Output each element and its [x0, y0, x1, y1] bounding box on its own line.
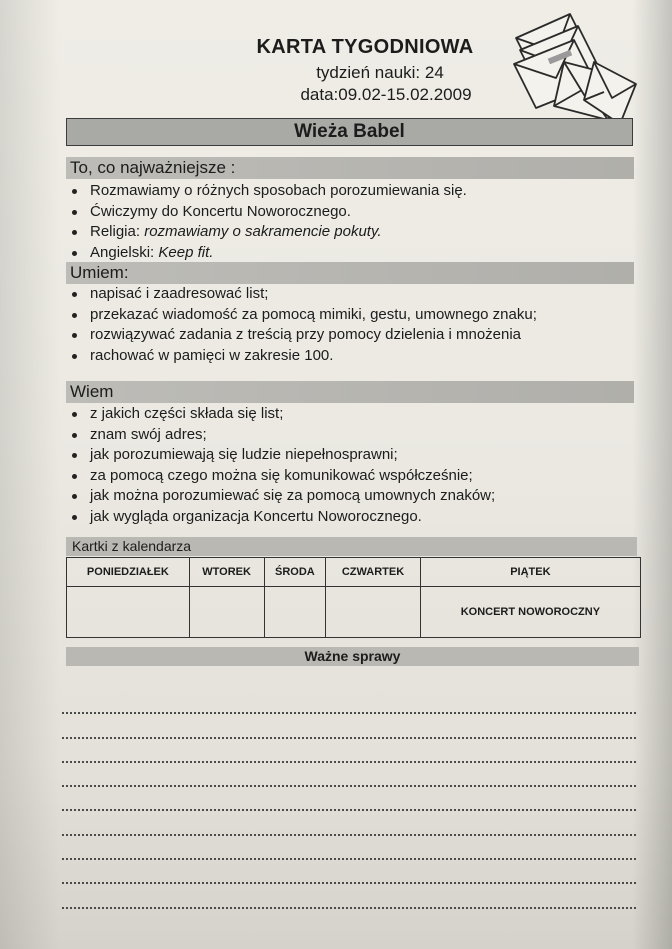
list-item: przekazać wiadomość za pomocą mimiki, gestu, umownego znaku;	[70, 305, 537, 326]
list-item: z jakich części składa się list;	[70, 404, 495, 425]
day-header: PONIEDZIAŁEK	[67, 558, 190, 587]
note-line	[62, 787, 636, 811]
day-entry	[264, 587, 326, 638]
calendar-header-row	[67, 558, 641, 587]
day-header: ŚRODA	[264, 558, 326, 587]
note-line	[62, 811, 636, 835]
day-entry	[67, 587, 190, 638]
day-header: CZWARTEK	[326, 558, 420, 587]
list-item: Rozmawiamy o różnych sposobach porozumiewania się.	[70, 181, 467, 202]
day-entry: KONCERT NOWOROCZNY	[420, 587, 640, 638]
section-heading-najwazniejsze: To, co najważniejsze :	[66, 157, 634, 179]
umiem-list	[70, 284, 537, 366]
note-line	[62, 860, 636, 884]
list-item: za pomocą czego można się komunikować współcześnie;	[70, 466, 495, 487]
list-item: jak można porozumiewać się za pomocą umownych znaków;	[70, 486, 495, 507]
envelopes-icon	[508, 8, 640, 130]
note-line	[62, 836, 636, 860]
day-header: PIĄTEK	[420, 558, 640, 587]
section-heading-wiem: Wiem	[66, 381, 634, 403]
note-line	[62, 739, 636, 763]
note-line	[62, 884, 636, 908]
section-heading-umiem: Umiem:	[66, 262, 634, 284]
topic-title: Wieża Babel	[66, 118, 633, 146]
page-shadow-left	[0, 0, 60, 949]
list-item: Angielski: Keep fit.	[70, 243, 467, 264]
list-item: Ćwiczymy do Koncertu Noworocznego.	[70, 202, 467, 223]
najwazniejsze-list	[70, 181, 467, 263]
important-heading: Ważne sprawy	[66, 647, 639, 666]
page-shadow-right	[632, 0, 672, 949]
day-entry	[326, 587, 420, 638]
list-item: jak porozumiewają się ludzie niepełnosprawni;	[70, 445, 495, 466]
calendar-heading: Kartki z kalendarza	[66, 537, 637, 556]
list-item: Religia: rozmawiamy o sakramencie pokuty.	[70, 222, 467, 243]
calendar-table	[66, 557, 641, 638]
week-number: tydzień nauki: 24	[316, 63, 444, 82]
page-title: KARTA TYGODNIOWA	[256, 36, 474, 58]
note-line	[62, 690, 636, 714]
notes-lines	[62, 690, 636, 909]
list-item: znam swój adres;	[70, 425, 495, 446]
wiem-list	[70, 404, 495, 527]
list-item: jak wygląda organizacja Koncertu Noworocznego.	[70, 507, 495, 528]
day-entry	[189, 587, 264, 638]
calendar-entry-row	[67, 587, 641, 638]
list-item: rachować w pamięci w zakresie 100.	[70, 346, 537, 367]
header	[200, 36, 560, 105]
date-range: data:09.02-15.02.2009	[300, 85, 472, 104]
list-item: napisać i zaadresować list;	[70, 284, 537, 305]
note-line	[62, 763, 636, 787]
note-line	[62, 714, 636, 738]
list-item: rozwiązywać zadania z treścią przy pomocy dzielenia i mnożenia	[70, 325, 537, 346]
day-header: WTOREK	[189, 558, 264, 587]
